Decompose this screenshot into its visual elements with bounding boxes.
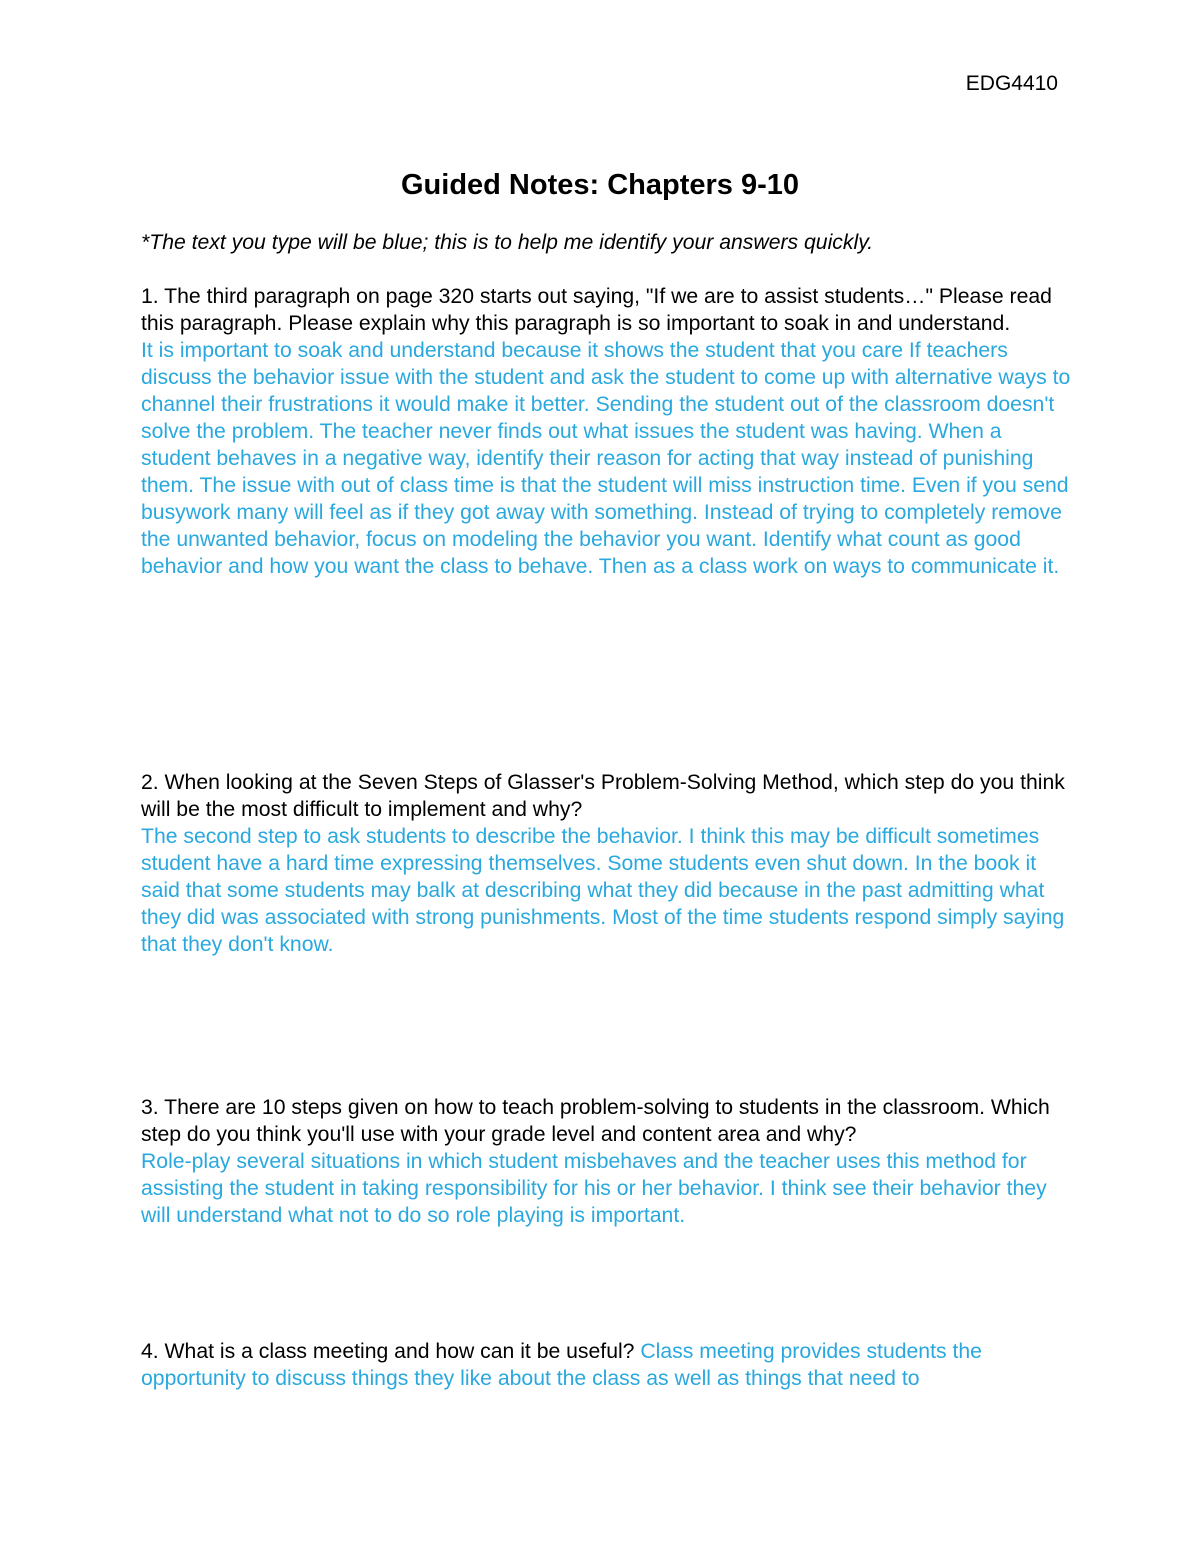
question-1-block <box>141 283 1071 580</box>
question-4-text: 4. What is a class meeting and how can it be useful? <box>141 1340 635 1363</box>
question-3-block <box>141 1094 1071 1229</box>
answer-4-text: Class meeting provides students the opportunity to discuss things they like about the class as well as things that need to <box>141 1340 982 1390</box>
answer-2-text: The second step to ask students to describe the behavior. I think this may be difficult sometimes student have a hard time expressing themselves. Some students even shut down. In the book it said that some students may balk at describing what they did because in the past admitting what they did was associated with strong punishments. Most of the time students respond simply saying that they don't know. <box>141 825 1065 956</box>
document-title: Guided Notes: Chapters 9-10 <box>400 169 800 201</box>
question-2-block <box>141 769 1071 958</box>
answer-1-text: It is important to soak and understand because it shows the student that you care If teachers discuss the behavior issue with the student and ask the student to come up with alternative ways to channel their frustrations it would make it better. Sending the student out of the classroom doesn't solve the problem. The teacher never finds out what issues the student was having. When a student behaves in a negative way, identify their reason for acting that way instead of punishing them. The issue with out of class time is that the student will miss instruction time. Even if you send busywork many will feel as if they got away with something. Instead of trying to completely remove the unwanted behavior, focus on modeling the behavior you want. Identify what count as good behavior and how you want the class to behave. Then as a class work on ways to communicate it. <box>141 339 1071 578</box>
answer-3-text: Role-play several situations in which student misbehaves and the teacher uses this method for assisting the student in taking responsibility for his or her behavior. I think see their behavior they will understand what not to do so role playing is important. <box>141 1150 1047 1227</box>
question-3-text: 3. There are 10 steps given on how to teach problem-solving to students in the classroom. Which step do you think you'll use with your grade level and content area and why? <box>141 1096 1050 1146</box>
question-2-text: 2. When looking at the Seven Steps of Glasser's Problem-Solving Method, which step do you think will be the most difficult to implement and why? <box>141 771 1065 821</box>
instructions-note: *The text you type will be blue; this is to help me identify your answers quickly. <box>141 231 874 254</box>
course-code-header: EDG4410 <box>965 72 1058 95</box>
question-4-block <box>141 1338 1071 1392</box>
question-1-text: 1. The third paragraph on page 320 starts out saying, "If we are to assist students…" Please read this paragraph. Please explain why this paragraph is so important to soak in and understand. <box>141 285 1052 335</box>
